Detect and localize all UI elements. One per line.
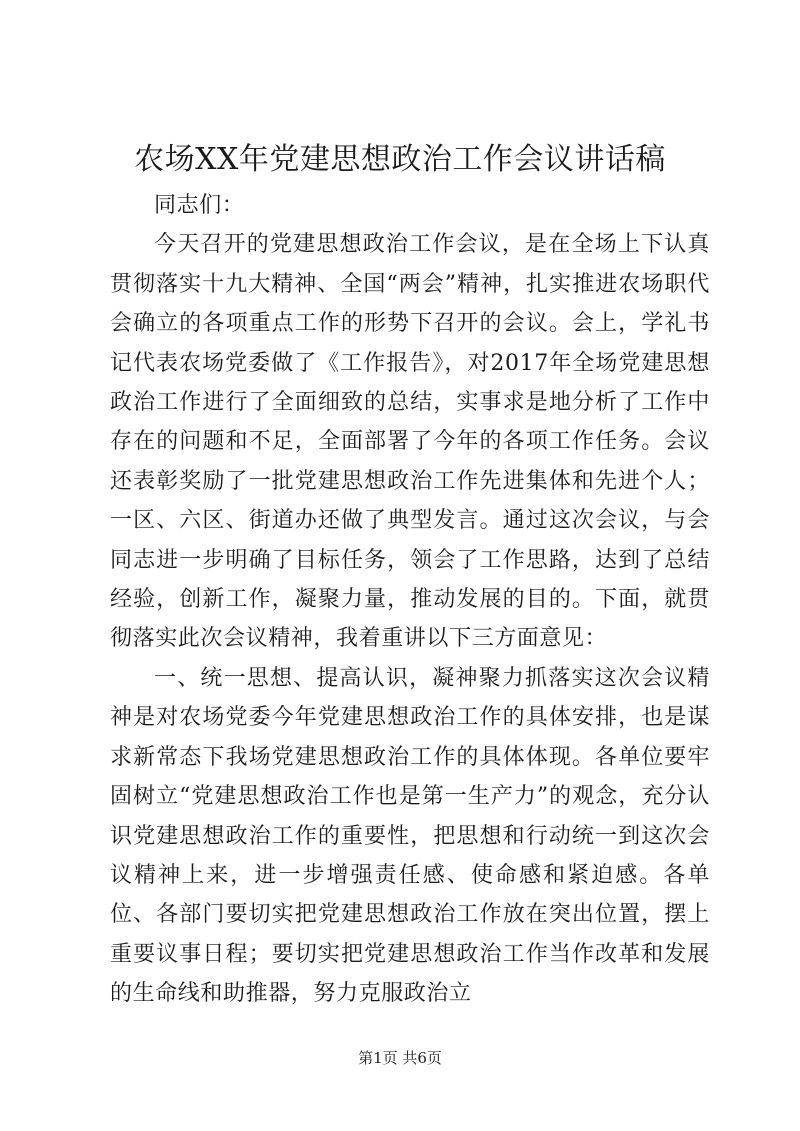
page-footer: 第1页 共6页: [358, 1049, 442, 1067]
document-title: 农场XX年党建思想政治工作会议讲话稿: [134, 142, 666, 177]
paragraph-intro: 今天召开的党建思想政治工作会议，是在全场上下认真贯彻落实十九大精神、全国“两会”精神，扎实推进农场职代会确立的各项重点工作的形势下召开的会议。会上，学礼书记代表农场党委做了《工作报告》，对2017年全场党建思想政治工作进行了全面细致的总结，实事求是地分析了工作中存在的问题和不足，全面部署了今年的各项工作任务。会议还表彰奖励了一批党建思想政治工作先进集体和先进个人；一区、六区、街道办还做了典型发言。通过这次会议，与会同志进一步明确了目标任务，领会了工作思路，达到了总结经验，创新工作，凝聚力量，推动发展的目的。下面，就贯彻落实此次会议精神，我着重讲以下三方面意见：: [110, 232, 710, 652]
salutation: 同志们：: [154, 193, 245, 218]
document-body: [110, 186, 710, 1014]
paragraph-section-one: 一、统一思想、提高认识，凝神聚力抓落实这次会议精神是对农场党委今年党建思想政治工作的具体安排，也是谋求新常态下我场党建思想政治工作的具体体现。各单位要牢固树立“党建思想政治工作也是第一生产力”的观念，充分认识党建思想政治工作的重要性，把思想和行动统一到这次会议精神上来，进一步增强责任感、使命感和紧迫感。各单位、各部门要切实把党建思想政治工作放在突出位置，摆上重要议事日程；要切实把党建思想政治工作当作改革和发展的生命线和助推器，努力克服政治立: [110, 665, 710, 1007]
